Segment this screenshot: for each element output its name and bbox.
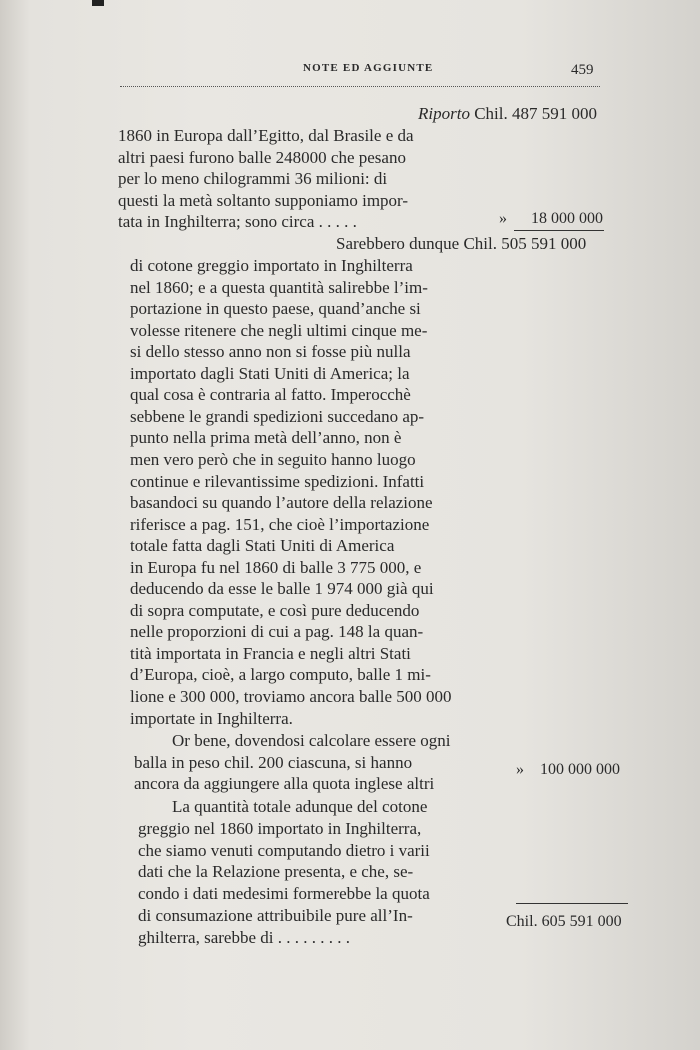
text-line: ghilterra, sarebbe di . . . . . . . . . (138, 927, 350, 947)
text-line: Or bene, dovendosi calcolare essere ogni (172, 731, 451, 750)
text-line: volesse ritenere che negli ultimi cinque me- (130, 320, 428, 340)
total-value: 605 591 000 (541, 913, 622, 930)
text-line: 1860 in Europa dall’Egitto, dal Brasile e da (118, 126, 414, 145)
text-line: di cotone greggio importato in Inghilterra (130, 256, 413, 275)
text-line: qual cosa è contraria al fatto. Imperocchè (130, 385, 411, 405)
subtotal-value: 505 591 000 (501, 234, 587, 253)
ink-mark (92, 0, 104, 6)
addition-2-mark: » (516, 761, 524, 778)
text-line: d’Europa, cioè, a largo computo, balle 1 mi- (130, 665, 431, 685)
subtotal-label: Sarebbero dunque Chil. (336, 234, 497, 253)
text-line: nel 1860; e a questa quantità salirebbe l’im- (130, 277, 428, 297)
text-line: per lo meno chilogrammi 36 milioni: di (118, 169, 388, 188)
text-line: tata in Inghilterra; sono circa . . . . . (118, 212, 357, 231)
text-line: in Europa fu nel 1860 di balle 3 775 000, e (130, 557, 422, 577)
text-line: dati che la Relazione presenta, e che, se- (138, 862, 414, 882)
text-line: deducendo da esse le balle 1 974 000 già qui (130, 579, 434, 599)
text-line: riferisce a pag. 151, che cioè l’importazione (130, 514, 430, 534)
riporto-unit: Chil. (474, 104, 508, 123)
text-line: ancora da aggiungere alla quota inglese altri (134, 774, 435, 793)
text-line: men vero però che in seguito hanno luogo (130, 449, 416, 469)
total-line (506, 912, 622, 932)
text-line: tità importata in Francia e negli altri Stati (130, 643, 411, 663)
sum-rule-1 (514, 230, 604, 231)
subtotal-line (336, 234, 586, 254)
text-line: altri paesi furono balle 248000 che pesano (118, 147, 406, 167)
text-line: importato dagli Stati Uniti di America; la (130, 363, 410, 383)
text-line: totale fatta dagli Stati Uniti di America (130, 536, 395, 556)
text-line: lione e 300 000, troviamo ancora balle 500 000 (130, 687, 452, 706)
running-header: NOTE ED AGGIUNTE (303, 62, 434, 74)
addition-1-mark: » (499, 210, 507, 227)
addition-1-value: 18 000 000 (531, 210, 603, 227)
riporto-value: 487 591 000 (512, 104, 597, 123)
text-line: basandoci su quando l’autore della relazione (130, 493, 433, 513)
page-number: 459 (571, 62, 594, 78)
text-line: di consumazione attribuibile pure all’In- (138, 906, 413, 925)
text-line: balla in peso chil. 200 ciascuna, si hanno (134, 752, 413, 772)
text-line: di sopra computate, e così pure deducendo (130, 600, 420, 620)
text-line: condo i dati medesimi formerebbe la quota (138, 884, 430, 904)
text-line: sebbene le grandi spedizioni succedano ap- (130, 406, 425, 426)
text-line: punto nella prima metà dell’anno, non è (130, 428, 402, 448)
riporto-label: Riporto (418, 104, 470, 123)
text-line: questi la metà soltanto supponiamo impor- (118, 190, 409, 210)
header-rule (120, 86, 600, 87)
text-line: si dello stesso anno non si fosse più nulla (130, 342, 411, 362)
text-line: portazione in questo paese, quand’anche si (130, 299, 421, 319)
text-line: La quantità totale adunque del cotone (172, 797, 428, 816)
text-line: continue e rilevantissime spedizioni. Infatti (130, 471, 425, 491)
text-line: nelle proporzioni di cui a pag. 148 la quan- (130, 622, 424, 642)
sum-rule-2 (516, 903, 628, 904)
total-label: Chil. (506, 913, 538, 930)
text-line: greggio nel 1860 importato in Inghilterra, (138, 818, 422, 838)
addition-2-value: 100 000 000 (540, 761, 620, 778)
text-line: che siamo venuti computando dietro i varii (138, 840, 430, 860)
text-line: importate in Inghilterra. (130, 708, 293, 728)
riporto-line (418, 104, 597, 124)
